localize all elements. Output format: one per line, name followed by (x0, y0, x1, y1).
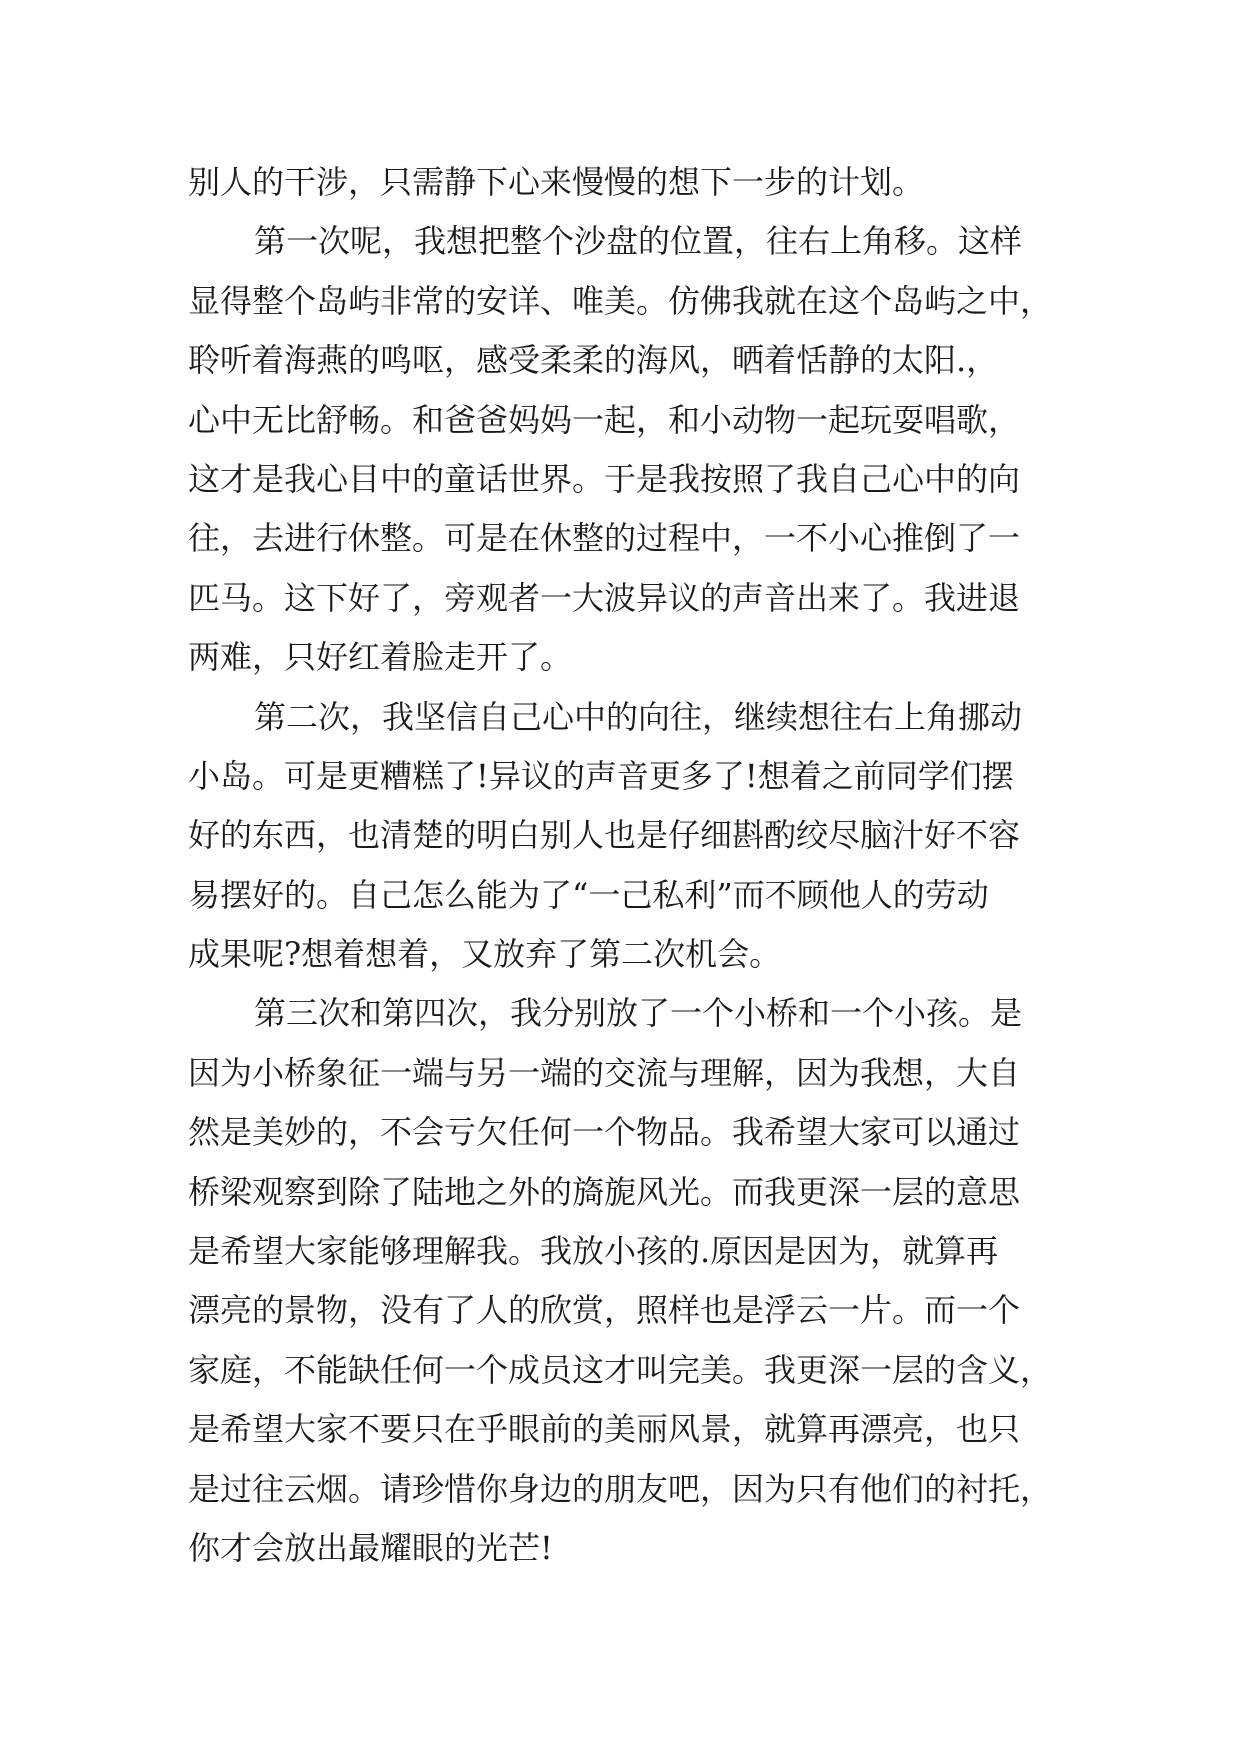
paragraph-2-line-1: 第一次呢，我想把整个沙盘的位置，往右上角移。这样 (254, 222, 1023, 261)
paragraph-3-line-2: 小岛。可是更糟糕了!异议的声音更多了!想着之前同学们摆 (188, 756, 1014, 795)
paragraph-4-line-8: 是希望大家不要只在乎眼前的美丽风景，就算再漂亮，也只 (188, 1410, 1021, 1449)
paragraph-4-line-7: 家庭，不能缺任何一个成员这才叫完美。我更深一层的含义， (188, 1350, 1053, 1389)
paragraph-2-line-2: 显得整个岛屿非常的安详、唯美。仿佛我就在这个岛屿之中， (188, 281, 1053, 320)
paragraph-2-line-3: 聆听着海燕的鸣呕，感受柔柔的海风，晒着恬静的太阳.， (188, 341, 999, 380)
paragraph-4-line-2: 因为小桥象征一端与另一端的交流与理解，因为我想，大自 (188, 1053, 1021, 1092)
paragraph-1-line-1: 别人的干涉，只需静下心来慢慢的想下一步的计划。 (188, 163, 925, 201)
paragraph-3-line-1: 第二次，我坚信自己心中的向往，继续想往右上角挪动 (254, 697, 1023, 736)
paragraph-4-line-10: 你才会放出最耀眼的光芒! (188, 1528, 553, 1567)
paragraph-4-line-1: 第三次和第四次，我分别放了一个小桥和一个小孩。是 (254, 994, 1023, 1033)
paragraph-3-line-5: 成果呢?想着想着，又放弃了第二次机会。 (188, 935, 782, 974)
document-body (188, 153, 1068, 1578)
paragraph-2-line-4: 心中无比舒畅。和爸爸妈妈一起，和小动物一起玩耍唱歌， (188, 400, 1021, 439)
paragraph-3-line-3: 好的东西，也清楚的明白别人也是仔细斟酌绞尽脑汁好不容 (188, 816, 1021, 855)
paragraph-2-line-7: 匹马。这下好了，旁观者一大波异议的声音出来了。我进退 (188, 578, 1021, 617)
paragraph-2-line-8: 两难，只好红着脸走开了。 (188, 638, 573, 677)
paragraph-4-line-5: 是希望大家能够理解我。我放小孩的.原因是因为，就算再 (188, 1232, 999, 1271)
paragraph-3-line-4: 易摆好的。自己怎么能为了“一己私利”而不顾他人的劳动 (188, 875, 989, 914)
paragraph-4-line-9: 是过往云烟。请珍惜你身边的朋友吧，因为只有他们的衬托， (188, 1469, 1053, 1508)
paragraph-2-line-6: 往，去进行休整。可是在休整的过程中，一不小心推倒了一 (188, 519, 1021, 558)
paragraph-4-line-3: 然是美妙的，不会亏欠任何一个物品。我希望大家可以通过 (188, 1113, 1021, 1152)
paragraph-4-line-4: 桥梁观察到除了陆地之外的旖旎风光。而我更深一层的意思 (188, 1172, 1021, 1211)
paragraph-4-line-6: 漂亮的景物，没有了人的欣赏，照样也是浮云一片。而一个 (188, 1291, 1021, 1330)
paragraph-2-line-5: 这才是我心目中的童话世界。于是我按照了我自己心中的向 (188, 459, 1021, 498)
